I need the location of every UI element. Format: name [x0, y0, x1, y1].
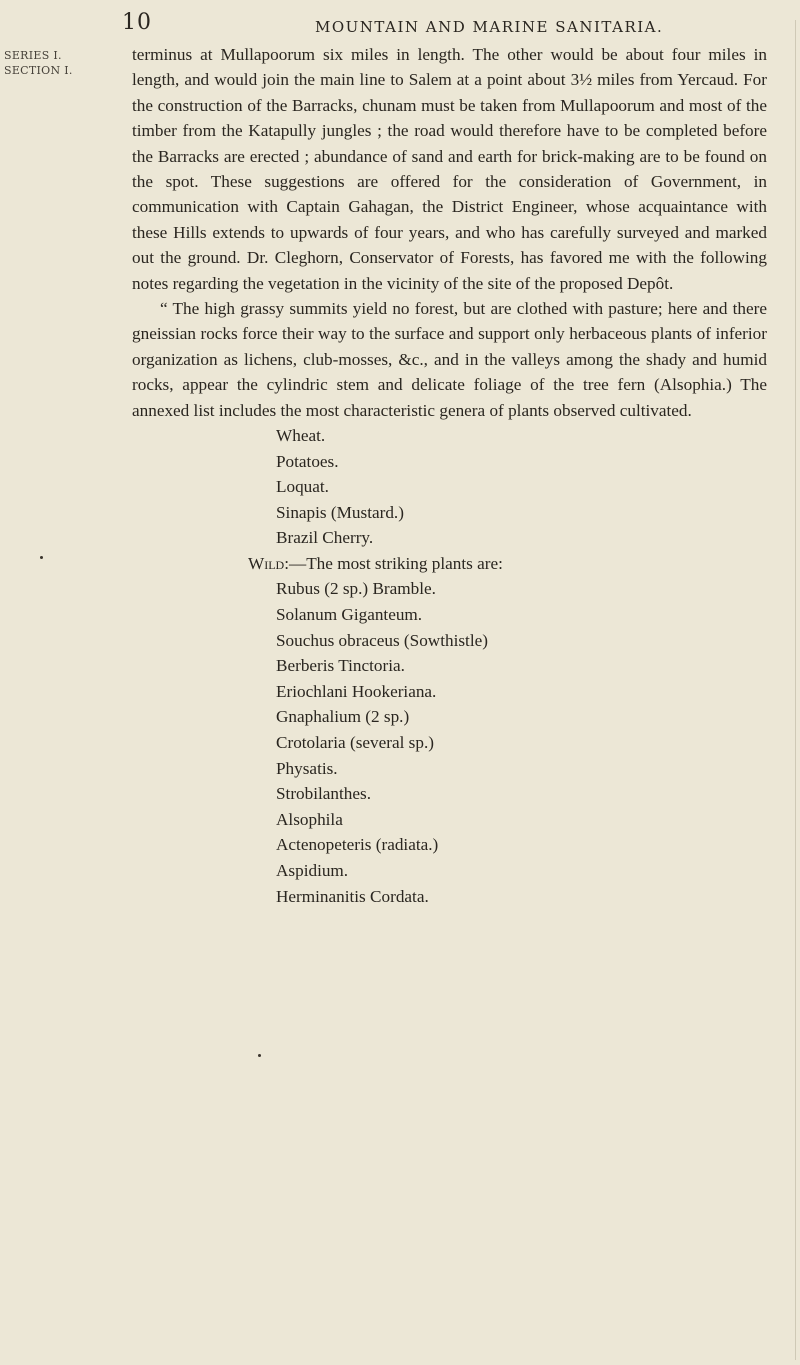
list-item: Gnaphalium (2 sp.) — [276, 707, 410, 727]
list-item: Strobilanthes. — [276, 784, 372, 804]
page-header — [0, 10, 800, 40]
cultivated-plant-list — [132, 423, 767, 551]
list-item: Brazil Cherry. — [276, 528, 374, 548]
body-text — [132, 42, 767, 909]
list-item: Wheat. — [276, 426, 326, 446]
list-item: Loquat. — [276, 477, 329, 497]
margin-section: SECTION I. — [4, 64, 73, 77]
list-item: Actenopeteris (radiata.) — [276, 835, 439, 855]
list-item: Physatis. — [276, 758, 338, 778]
print-speck — [258, 1054, 261, 1057]
list-item: Alsophila — [276, 809, 343, 829]
wild-intro-text: —The most striking plants are: — [289, 554, 503, 574]
list-item: Potatoes. — [276, 451, 339, 471]
list-item: Crotolaria (several sp.) — [276, 733, 434, 753]
wild-plant-list — [132, 576, 767, 909]
list-item: Berberis Tinctoria. — [276, 656, 405, 676]
list-item: Eriochlani Hookeriana. — [276, 681, 437, 701]
paragraph: “ The high grassy summits yield no forest, but are clothed with pasture; here and there gneissian rocks force their way to the surface and support only herbaceous plants of inferior organization as lichens, club-mosses, &c., and in the valleys among the shady and humid rocks, appear the cylindric stem and delicate foliage of the tree fern (Alsophia.) The annexed list includes the most characteristic genera of plants observed cultivated. — [132, 299, 767, 420]
list-item: Rubus (2 sp.) Bramble. — [276, 579, 436, 599]
page-number: 10 — [122, 10, 152, 35]
list-item: Herminanitis Cordata. — [276, 886, 429, 906]
list-item: Solanum Giganteum. — [276, 605, 423, 625]
wild-intro — [132, 551, 767, 576]
margin-note — [4, 48, 84, 78]
list-item: Aspidium. — [276, 861, 349, 880]
list-item: Souchus obraceus (Sowthistle) — [276, 630, 488, 650]
paragraph: terminus at Mullapoorum six miles in length. The other would be about four miles in length, and would join the main line to Salem at a point about 3½ miles from Yercaud. For the construction of the Barracks, chunam must be taken from Mullapoorum and most of the timber from the Katapully jungles ; the road would therefore have to be completed before the Barracks are erected ; abundance of sand and earth for brick-making are to be found on the spot. These suggestions are offered for the consideration of Government, in communication with Captain Gahagan, the District Engineer, whose acquaintance with these Hills extends to upwards of four years, and who has carefully surveyed and marked out the ground. Dr. Cleghorn, Conservator of Forests, has favored me with the following notes regarding the vegetation in the vicinity of the site of the proposed Depôt. — [132, 45, 767, 293]
running-head: MOUNTAIN AND MARINE SANITARIA. — [315, 18, 664, 36]
print-speck — [40, 556, 43, 559]
margin-series: SERIES I. — [4, 49, 62, 62]
list-item: Sinapis (Mustard.) — [276, 502, 404, 522]
wild-label: Wild: — [248, 554, 289, 574]
page-edge-shadow — [795, 20, 796, 1360]
